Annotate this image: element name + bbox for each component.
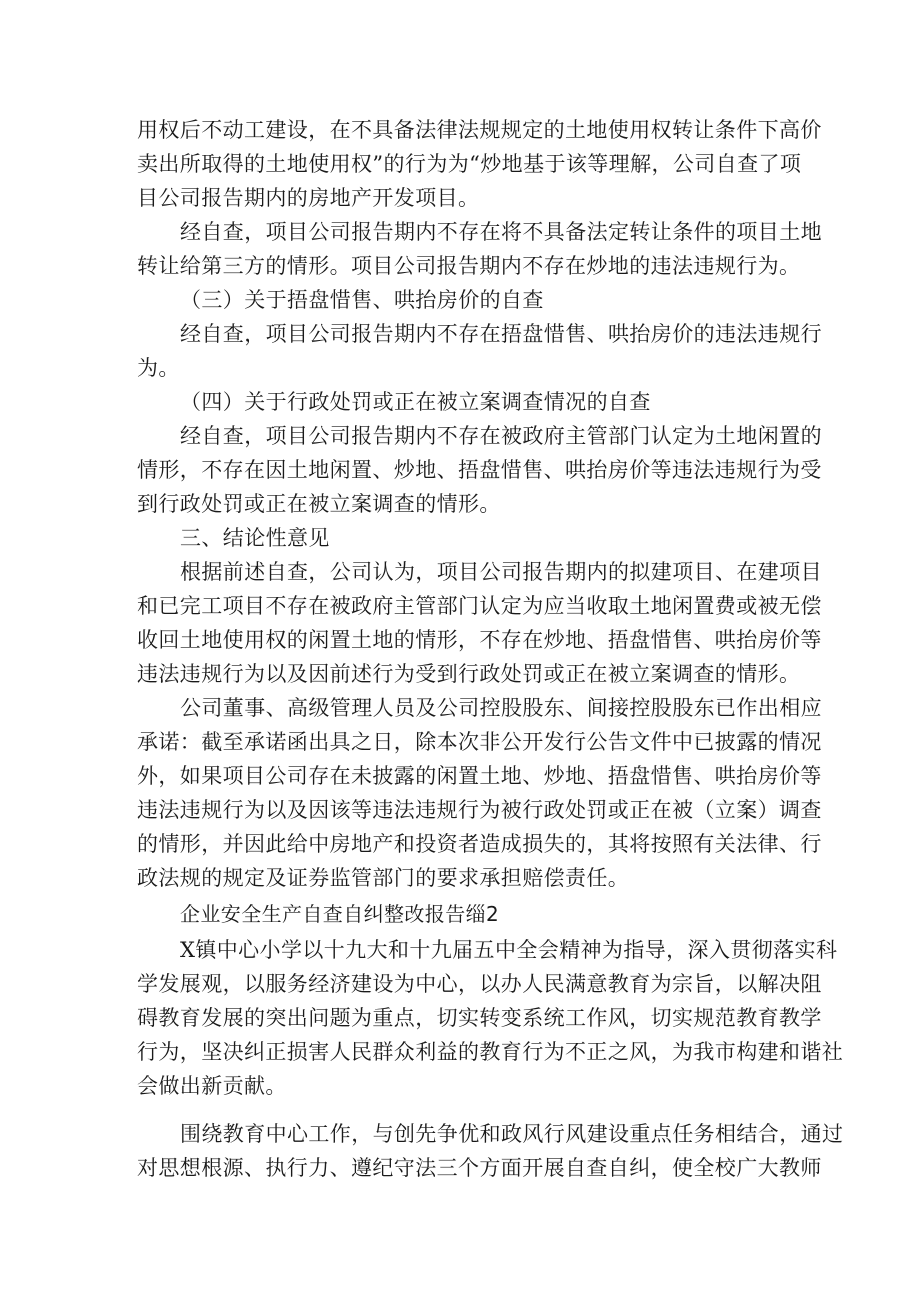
paragraph-line: 行为，坚决纠正损害人民群众利益的教育行为不正之风，为我市构建和谐社 [137, 1040, 844, 1064]
paragraph-line: 经自查，项目公司报告期内不存在捂盘惜售、哄抬房价的违法违规行 [180, 322, 822, 346]
paragraph-line: 经自查，项目公司报告期内不存在被政府主管部门认定为土地闲置的 [180, 424, 822, 448]
paragraph-line: 的情形，并因此给中房地产和投资者造成损失的，其将按照有关法律、行 [137, 832, 822, 856]
section-subheading: （四）关于行政处罚或正在被立案调查情况的自查 [180, 390, 651, 414]
paragraph-line: 卖出所取得的土地使用权”的行为为“炒地基于该等理解，公司自查了项 [137, 152, 802, 176]
paragraph-line: 碍教育发展的突出问题为重点，切实转变系统工作风，切实规范教育教学 [137, 1006, 822, 1030]
paragraph-line: 政法规的规定及证券监管部门的要求承担赔偿责任。 [137, 866, 630, 890]
paragraph-line: 收回土地使用权的闲置土地的情形，不存在炒地、捂盘惜售、哄抬房价等 [137, 628, 822, 652]
paragraph-line: 承诺：截至承诺函出具之日，除本次非公开发行公告文件中已披露的情况 [137, 730, 822, 754]
paragraph-line: 用权后不动工建设，在不具备法律法规规定的土地使用权转让条件下高价 [137, 118, 822, 142]
section-subheading: （三）关于捂盘惜售、哄抬房价的自查 [180, 288, 544, 312]
paragraph-line: 根据前述自查，公司认为，项目公司报告期内的拟建项目、在建项目 [180, 560, 822, 584]
paragraph-line: 转让给第三方的情形。项目公司报告期内不存在炒地的违法违规行为。 [137, 254, 801, 278]
paragraph-line: 目公司报告期内的房地产开发项目。 [137, 186, 480, 210]
section-heading: 三、结论性意见 [180, 526, 330, 550]
paragraph-line: 经自查，项目公司报告期内不存在将不具备法定转让条件的项目土地 [180, 220, 822, 244]
paragraph-line: 公司董事、高级管理人员及公司控股股东、间接控股股东已作出相应 [180, 696, 822, 720]
paragraph-line: 为。 [137, 356, 180, 380]
report-title: 企业安全生产自查自纠整改报告缁2 [180, 902, 500, 926]
paragraph-line: 会做出新贡献。 [137, 1074, 287, 1098]
paragraph-line: 情形，不存在因土地闲置、炒地、捂盘惜售、哄抬房价等违法违规行为受 [137, 458, 822, 482]
paragraph-line: 围绕教育中心工作，与创先争优和政风行风建设重点任务相结合，通过 [180, 1122, 844, 1146]
paragraph-line: 和已完工项目不存在被政府主管部门认定为应当收取土地闲置费或被无偿 [137, 594, 822, 618]
paragraph-line: 到行政处罚或正在被立案调查的情形。 [137, 492, 501, 516]
paragraph-line: 对思想根源、执行力、遵纪守法三个方面开展自查自纠，使全校广大教师 [137, 1156, 822, 1180]
paragraph-line: 学发展观，以服务经济建设为中心，以办人民满意教育为宗旨，以解决阻 [137, 972, 822, 996]
paragraph-line: X镇中心小学以十九大和十九届五中全会精神为指导，深入贯彻落实科 [180, 938, 838, 962]
paragraph-line: 违法违规行为以及因该等违法违规行为被行政处罚或正在被（立案）调查 [137, 798, 822, 822]
paragraph-line: 违法违规行为以及因前述行为受到行政处罚或正在被立案调查的情形。 [137, 662, 801, 686]
paragraph-line: 外，如果项目公司存在未披露的闲置土地、炒地、捂盘惜售、哄抬房价等 [137, 764, 822, 788]
